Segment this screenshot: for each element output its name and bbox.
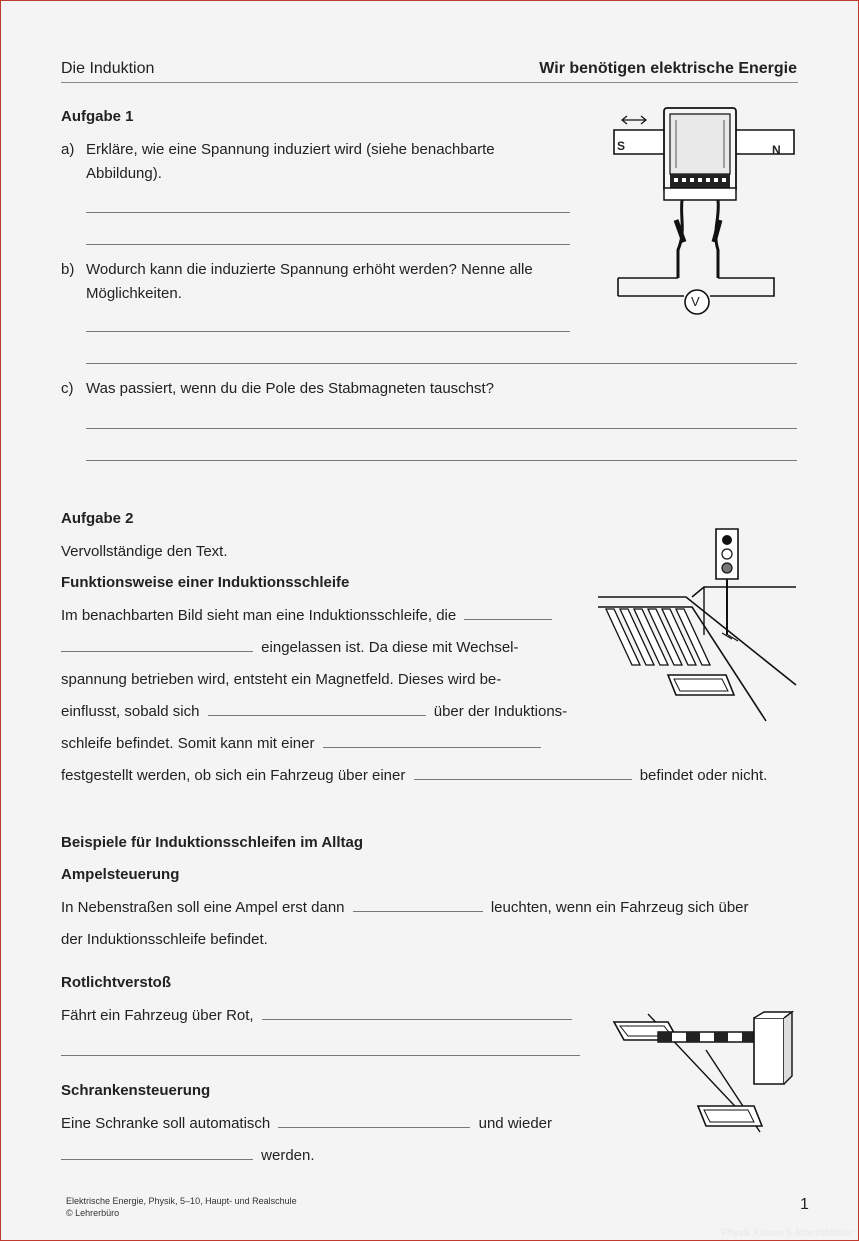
schranke-text: Eine Schranke soll automatisch bbox=[61, 1115, 271, 1132]
induction-loop bbox=[668, 675, 734, 695]
task1-a-text-1: Erkläre, wie eine Spannung induziert wird (siehe benachbarte bbox=[86, 141, 495, 158]
header-title: Wir benötigen elektrische Energie bbox=[539, 60, 797, 77]
cloze-line-2 bbox=[61, 636, 519, 660]
footer bbox=[66, 1195, 297, 1219]
rotlicht-text: Fährt ein Fahrzeug über Rot, bbox=[61, 1007, 254, 1024]
cloze-text: über der Induktions- bbox=[433, 703, 568, 720]
cloze-text: festgestellt werden, ob sich ein Fahrzeug über einer bbox=[61, 767, 406, 784]
task2-title: Aufgabe 2 bbox=[61, 510, 134, 527]
double-arrow-icon bbox=[622, 116, 646, 124]
task2-subtitle: Funktionsweise einer Induktionsschleife bbox=[61, 574, 350, 591]
cloze-text: eingelassen ist. Da diese mit Wechsel- bbox=[261, 639, 519, 656]
rotlicht-title: Rotlichtverstoß bbox=[61, 974, 172, 991]
cloze-line-1 bbox=[61, 604, 552, 628]
cloze-blank[interactable] bbox=[208, 701, 426, 716]
header-topic: Die Induktion bbox=[61, 60, 155, 77]
magnet-south-label: S bbox=[617, 139, 626, 153]
ampel-text: In Nebenstraßen soll eine Ampel erst dann bbox=[61, 899, 345, 916]
ampel-text: leuchten, wenn ein Fahrzeug sich über bbox=[490, 899, 749, 916]
rotlicht-line-1 bbox=[61, 1004, 572, 1028]
cloze-blank[interactable] bbox=[414, 765, 632, 780]
task1-b-text-1: Wodurch kann die induzierte Spannung erhöht werden? Nenne alle bbox=[86, 261, 533, 278]
cloze-line-6 bbox=[61, 764, 767, 788]
cloze-text: schleife befindet. Somit kann mit einer bbox=[61, 735, 315, 752]
watermark: Physik Klasse 5 Arbeitsblätter bbox=[721, 1228, 853, 1239]
schranke-text: werden. bbox=[261, 1147, 315, 1164]
voltmeter-label: V bbox=[691, 294, 700, 309]
magnet-north-label: N bbox=[772, 143, 781, 157]
task1-b-text-2: Möglichkeiten. bbox=[86, 285, 182, 302]
schranke-title: Schrankensteuerung bbox=[61, 1082, 211, 1099]
header-divider bbox=[61, 82, 798, 83]
cloze-blank[interactable] bbox=[61, 1145, 253, 1160]
schranke-line-2 bbox=[61, 1144, 315, 1168]
cloze-line-5 bbox=[61, 732, 541, 756]
cloze-line-3: spannung betrieben wird, entsteht ein Magnetfeld. Dieses wird be- bbox=[61, 671, 502, 688]
cloze-text: befindet oder nicht. bbox=[639, 767, 768, 784]
cloze-text: Im benachbarten Bild sieht man eine Induktionsschleife, die bbox=[61, 607, 457, 624]
answer-line[interactable] bbox=[86, 363, 797, 364]
ampel-line-1 bbox=[61, 896, 749, 920]
ampel-title: Ampelsteuerung bbox=[61, 866, 180, 883]
task1-title: Aufgabe 1 bbox=[61, 108, 134, 125]
cloze-blank[interactable] bbox=[323, 733, 541, 748]
barrier-gate bbox=[658, 1012, 792, 1084]
page-number: 1 bbox=[800, 1196, 809, 1213]
ampel-line-2: der Induktionsschleife befindet. bbox=[61, 931, 268, 948]
answer-line[interactable] bbox=[86, 331, 570, 332]
answer-line[interactable] bbox=[86, 212, 570, 213]
induction-loop-illustration bbox=[596, 525, 800, 725]
cloze-blank[interactable] bbox=[353, 897, 483, 912]
task2-instruction: Vervollständige den Text. bbox=[61, 543, 228, 560]
schranke-text: und wieder bbox=[478, 1115, 553, 1132]
task1-b-label: b) bbox=[61, 261, 75, 278]
traffic-light-icon bbox=[716, 529, 738, 635]
footer-source: Elektrische Energie, Physik, 5–10, Haupt- und Realschule bbox=[66, 1196, 297, 1206]
cloze-blank[interactable] bbox=[61, 637, 253, 652]
cloze-line-4 bbox=[61, 700, 567, 724]
barrier-illustration bbox=[608, 1010, 800, 1134]
cloze-blank[interactable] bbox=[278, 1113, 470, 1128]
task1-c-text: Was passiert, wenn du die Pole des Stabmagneten tauschst? bbox=[86, 380, 495, 397]
answer-line[interactable] bbox=[61, 1055, 580, 1056]
induction-coil-illustration bbox=[600, 100, 800, 320]
cloze-text: einflusst, sobald sich bbox=[61, 703, 200, 720]
cloze-blank[interactable] bbox=[464, 605, 552, 620]
answer-line[interactable] bbox=[86, 428, 797, 429]
task1-a-label: a) bbox=[61, 141, 75, 158]
answer-line[interactable] bbox=[86, 460, 797, 461]
schranke-line-1 bbox=[61, 1112, 552, 1136]
footer-copyright: © Lehrerbüro bbox=[66, 1208, 120, 1218]
examples-title: Beispiele für Induktionsschleifen im Alltag bbox=[61, 834, 363, 851]
answer-line[interactable] bbox=[86, 244, 570, 245]
cloze-blank[interactable] bbox=[262, 1005, 572, 1020]
task1-a-text-2: Abbildung). bbox=[86, 165, 162, 182]
task1-c-label: c) bbox=[61, 380, 74, 397]
